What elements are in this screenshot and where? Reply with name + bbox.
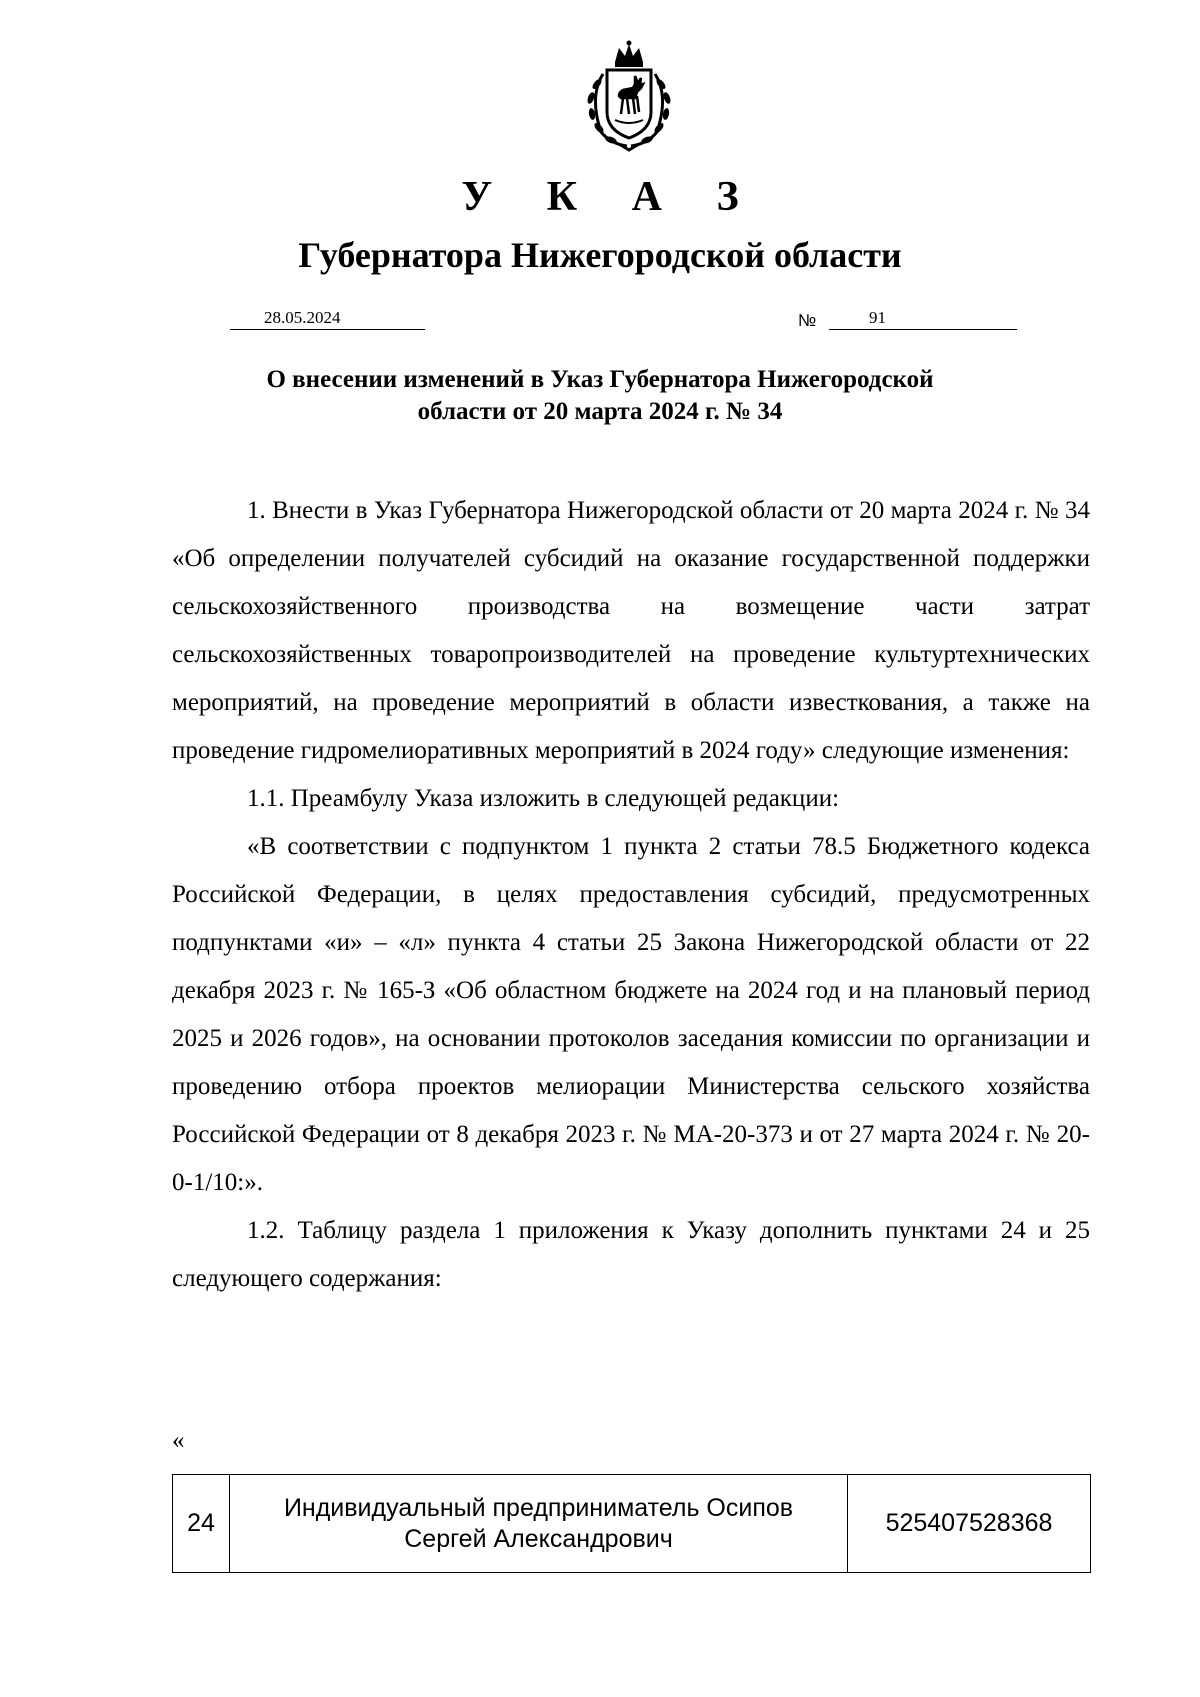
number-label: № [798,311,817,330]
subject-line-2: области от 20 марта 2024 г. № 34 [417,398,783,425]
recipient-name-line-2: Сергей Александрович [404,1524,673,1553]
decree-date: 28.05.2024 [264,308,341,327]
inn-cell: 525407528368 [848,1475,1091,1573]
table-row [173,1475,1091,1573]
paragraph-1: 1. Внести в Указ Губернатора Нижегородской области от 20 марта 2024 г. № 34 «Об определении получателей субсидий на оказание государственной поддержки сельскохозяйственного производства на возмещение части затрат сельскохозяйственных товаропроизводителей на проведение культуртехнических мероприятий, на проведение мероприятий в области известкования, а также на проведение гидромелиоративных мероприятий в 2024 году» следующие изменения: [172,497,1090,764]
row-number-cell: 24 [173,1475,230,1573]
paragraph-1-2: 1.2. Таблицу раздела 1 приложения к Указу дополнить пунктами 24 и 25 следующего содержания: [172,1217,1090,1292]
recipients-table [172,1474,1091,1573]
decree-date-field [230,307,425,330]
subject-line-1: О внесении изменений в Указ Губернатора Нижегородской [266,366,934,393]
document-type-title: У К А З [461,174,761,220]
recipient-name-cell [230,1475,848,1573]
paragraph-1-1: 1.1. Преамбулу Указа изложить в следующей редакции: [247,785,840,812]
recipient-name-line-1: Индивидуальный предприниматель Осипов [283,1493,794,1522]
opening-quote-mark: « [172,1427,185,1454]
coat-of-arms-icon [571,40,687,152]
decree-number-field [829,307,1017,330]
paragraph-preamble-quote: «В соответствии с подпунктом 1 пункта 2 статьи 78.5 Бюджетного кодекса Российской Федерации, в целях предоставления субсидий, предусмотренных подпунктами «и» – «л» пункта 4 статьи 25 Закона Нижегородской области от 22 декабря 2023 г. № 165-З «Об областном бюджете на 2024 год и на плановый период 2025 и 2026 годов», на основании протоколов заседания комиссии по организации и проведению отбора проектов мелиорации Министерства сельского хозяйства Российской Федерации от 8 декабря 2023 г. № МА-20-373 и от 27 марта 2024 г. № 20-0-1/10:». [172,833,1090,1196]
issuer-title: Губернатора Нижегородской области [298,235,902,275]
decree-body [172,487,1090,1303]
decree-number: 91 [869,308,886,327]
decree-subject [0,364,1200,428]
